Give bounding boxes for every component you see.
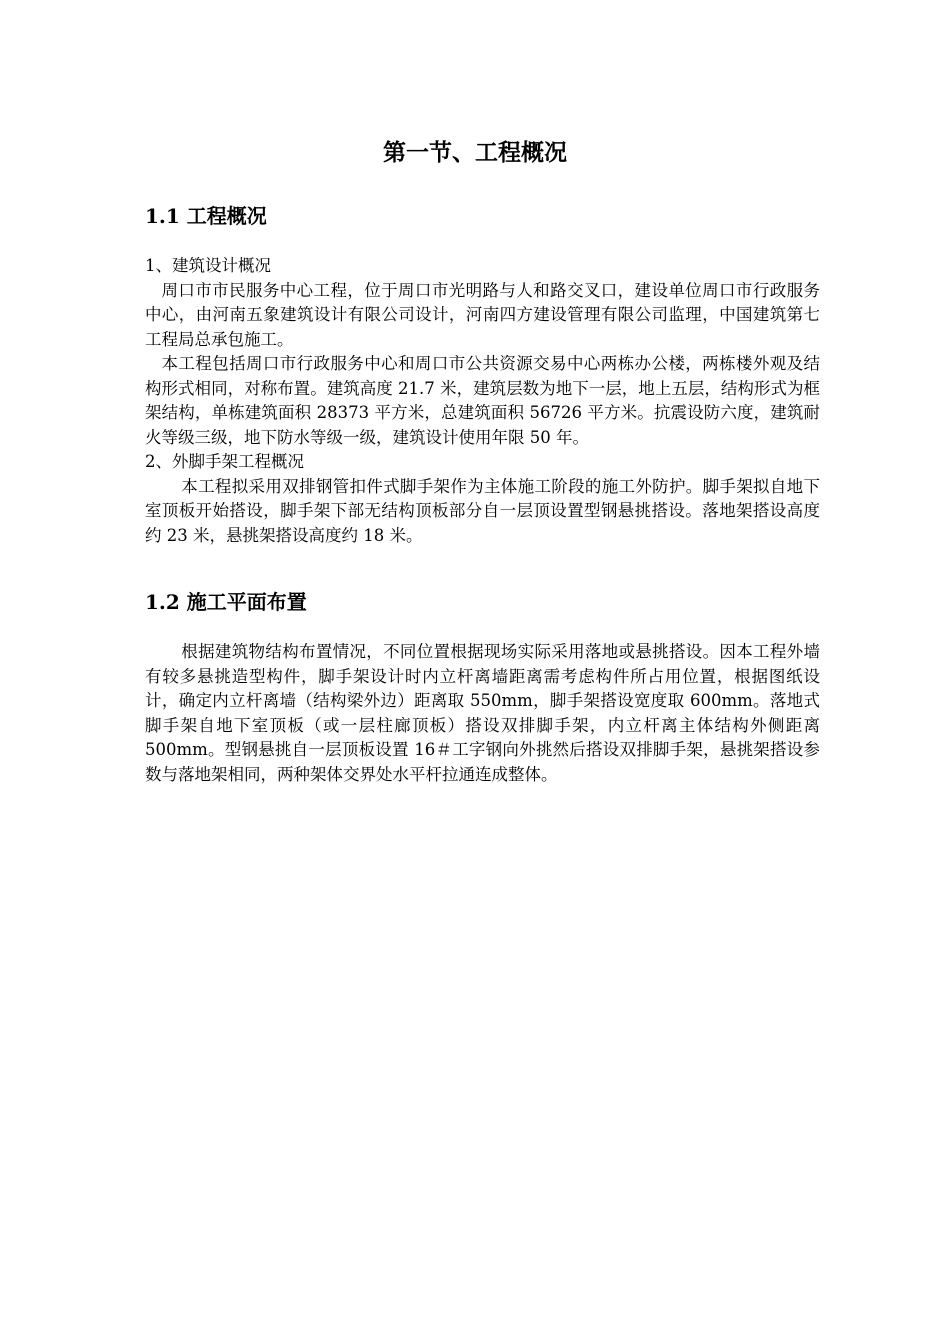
- subheading-architecture: 1、建筑设计概况: [145, 256, 271, 275]
- section-heading-layout: 1.2 施工平面布置: [145, 590, 307, 614]
- paragraph-scaffold-info: 本工程拟采用双排钢管扣件式脚手架作为主体施工阶段的施工外防护。脚手架拟自地下室顶板开始搭设，脚手架下部无结构顶板部分自一层顶设置型钢悬挑搭设。落地架搭设高度约 23 米，悬挑架搭设高度约 18 米。: [145, 476, 820, 545]
- paragraph-layout-info: 根据建筑物结构布置情况，不同位置根据现场实际采用落地或悬挑搭设。因本工程外墙有较多悬挑造型构件，脚手架设计时内立杆离墙距离需考虑构件所占用位置，根据图纸设计，确定内立杆离墙（结构梁外边）距离取 550mm，脚手架搭设宽度取 600mm。落地式脚手架自地下室顶板（或一层柱廊顶板）搭设双排脚手架，内立杆离主体结构外侧距离 500mm。型钢悬挑自一层顶板设置 16＃工字钢向外挑然后搭设双排脚手架，悬挑架搭设参数与落地架相同，两种架体交界处水平杆拉通连成整体。: [145, 642, 820, 784]
- paragraph-building-info: 本工程包括周口市行政服务中心和周口市公共资源交易中心两栋办公楼，两栋楼外观及结构形式相同，对称布置。建筑高度 21.7 米，建筑层数为地下一层，地上五层，结构形式为框架结构，单栋建筑面积 28373 平方米，总建筑面积 56726 平方米。抗震设防六度，建筑耐火等级三级，地下防水等级一级，建筑设计使用年限 50 年。: [145, 354, 820, 447]
- page-title: 第一节、工程概况: [383, 139, 567, 166]
- paragraph-project-location: 周口市市民服务中心工程，位于周口市光明路与人和路交叉口，建设单位周口市行政服务中心，由河南五象建筑设计有限公司设计，河南四方建设管理有限公司监理，中国建筑第七工程局总承包施工。: [145, 280, 820, 349]
- subheading-scaffold: 2、外脚手架工程概况: [145, 452, 304, 471]
- section-body-overview: [145, 254, 820, 548]
- section-heading-overview: 1.1 工程概况: [145, 204, 267, 228]
- section-body-layout: [145, 640, 820, 787]
